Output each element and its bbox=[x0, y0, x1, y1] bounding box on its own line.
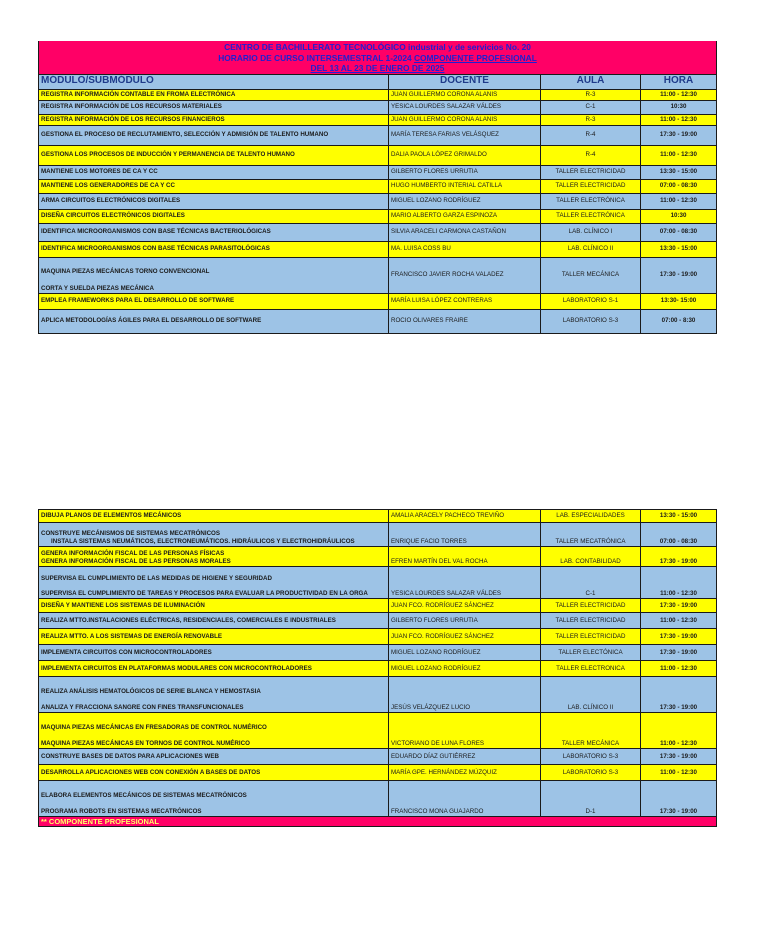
classroom-cell: LAB. CONTABILIDAD bbox=[541, 547, 641, 567]
table-row bbox=[39, 114, 717, 125]
module-cell bbox=[39, 547, 389, 567]
time-cell: 17:30 - 19:00 bbox=[641, 125, 717, 145]
classroom-cell: TALLER MECATRÓNICA bbox=[541, 523, 641, 547]
teacher-cell: JUAN FCO. RODRÍGUEZ SÁNCHEZ bbox=[389, 599, 541, 613]
time-cell: 07:00 - 08:30 bbox=[641, 523, 717, 547]
table-row bbox=[39, 179, 717, 193]
module-cell bbox=[39, 223, 389, 241]
classroom-cell: TALLER ELECTRICIDAD bbox=[541, 599, 641, 613]
time-cell: 11:00 - 12:30 bbox=[641, 567, 717, 599]
table-row bbox=[39, 613, 717, 629]
table-row bbox=[39, 765, 717, 781]
classroom-cell: TALLER ELECTRICIDAD bbox=[541, 179, 641, 193]
teacher-cell: JUAN GUILLERMO CORONA ALANIS bbox=[389, 114, 541, 125]
table-row bbox=[39, 193, 717, 209]
module-name: ANALIZA Y FRACCIONA SANGRE CON FINES TRANSFUNCIONALES bbox=[41, 704, 244, 712]
table-row bbox=[39, 257, 717, 293]
table-row bbox=[39, 661, 717, 677]
teacher-cell: FRANCISCO MONA GUAJARDO bbox=[389, 781, 541, 817]
title-line-2-underlined: COMPONENTE PROFESIONAL bbox=[413, 52, 537, 63]
table-row bbox=[39, 713, 717, 749]
table-row bbox=[39, 547, 717, 567]
module-cell bbox=[39, 713, 389, 749]
module-name: INSTALA SISTEMAS NEUMÁTICOS, ELECTRONEUMÁTICOS. HIDRÁULICOS Y ELECTROHIDRÁULICOS bbox=[51, 538, 355, 546]
classroom-cell: R-3 bbox=[541, 114, 641, 125]
teacher-cell: ROCIO OLIVARES FRAIRE bbox=[389, 309, 541, 333]
classroom-cell: R-4 bbox=[541, 145, 641, 165]
table-row bbox=[39, 677, 717, 713]
time-cell: 11:00 - 12:30 bbox=[641, 613, 717, 629]
module-cell bbox=[39, 599, 389, 613]
module-name: MAQUINA PIEZAS MECÁNICAS EN FRESADORAS DE CONTROL NUMÉRICO bbox=[41, 723, 267, 731]
classroom-cell: R-3 bbox=[541, 89, 641, 100]
subtitle-row bbox=[39, 53, 717, 64]
time-cell: 11:00 - 12:30 bbox=[641, 193, 717, 209]
classroom-cell: TALLER MECÁNICA bbox=[541, 713, 641, 749]
module-cell bbox=[39, 629, 389, 645]
time-cell: 17:30 - 19:00 bbox=[641, 781, 717, 817]
module-name: REGISTRA INFORMACIÓN DE LOS RECURSOS MATERIALES bbox=[41, 103, 222, 111]
module-cell bbox=[39, 510, 389, 523]
module-name: MAQUINA PIEZAS MECÁNICAS EN TORNOS DE CONTROL NUMÉRICO bbox=[41, 740, 250, 748]
classroom-cell: LABORATORIO S-3 bbox=[541, 309, 641, 333]
time-cell: 17:30 - 19:00 bbox=[641, 645, 717, 661]
module-name: IMPLEMENTA CIRCUITOS CON MICROCONTROLADORES bbox=[41, 648, 212, 656]
module-cell bbox=[39, 677, 389, 713]
teacher-cell: MIGUEL LOZANO RODRÍGUEZ bbox=[389, 661, 541, 677]
teacher-cell: JUAN GUILLERMO CORONA ALANIS bbox=[389, 89, 541, 100]
classroom-cell: TALLER ELECTRICIDAD bbox=[541, 629, 641, 645]
column-header-modulo: MÓDULO/SUBMÓDULO bbox=[39, 74, 389, 89]
module-name: REALIZA MTTO. A LOS SISTEMAS DE ENERGÍA RENOVABLE bbox=[41, 632, 223, 640]
classroom-cell: LAB. CLÍNICO II bbox=[541, 241, 641, 257]
time-cell: 11:00 - 12:30 bbox=[641, 713, 717, 749]
module-cell bbox=[39, 645, 389, 661]
module-cell bbox=[39, 179, 389, 193]
module-cell bbox=[39, 125, 389, 145]
time-cell: 17:30 - 19:00 bbox=[641, 677, 717, 713]
module-name: SUPERVISA EL CUMPLIMIENTO DE LAS MEDIDAS DE HIGIENE Y SEGURIDAD bbox=[41, 574, 272, 582]
classroom-cell: TALLER MECÁNICA bbox=[541, 257, 641, 293]
classroom-cell: TALLER ELECTRÓNICA bbox=[541, 209, 641, 223]
module-cell bbox=[39, 100, 389, 114]
teacher-cell: MARÍA LUISA LÓPEZ CONTRERAS bbox=[389, 293, 541, 309]
table-row bbox=[39, 781, 717, 817]
module-cell bbox=[39, 89, 389, 100]
time-cell: 13:30 - 15:00 bbox=[641, 510, 717, 523]
table-row bbox=[39, 629, 717, 645]
classroom-cell: TALLER ELECTRONICA bbox=[541, 661, 641, 677]
teacher-cell: DALIA PAOLA LÓPEZ GRIMALDO bbox=[389, 145, 541, 165]
time-cell: 13:30- 15:00 bbox=[641, 293, 717, 309]
date-row bbox=[39, 63, 717, 74]
time-cell: 17:30 - 19:00 bbox=[641, 257, 717, 293]
teacher-cell: MARÍA TERESA FARIAS VELÁSQUEZ bbox=[389, 125, 541, 145]
module-name: GESTIONA LOS PROCESOS DE INDUCCIÓN Y PERMANENCIA DE TALENTO HUMANO bbox=[41, 151, 295, 159]
module-name: DISEÑA CIRCUITOS ELECTRÓNICOS DIGITALES bbox=[41, 212, 185, 220]
teacher-cell: MA. LUISA COSS BU bbox=[389, 241, 541, 257]
module-name: IMPLEMENTA CIRCUITOS EN PLATAFORMAS MODULARES CON MICROCONTROLADORES bbox=[41, 664, 312, 672]
module-name: CORTA Y SUELDA PIEZAS MECÁNICA bbox=[41, 284, 154, 292]
table-row bbox=[39, 523, 717, 547]
module-name: GENERA INFORMACIÓN FISCAL DE LAS PERSONAS MORALES bbox=[41, 558, 231, 566]
table-row bbox=[39, 209, 717, 223]
module-name: CONSTRUYE BASES DE DATOS PARA APLICACIONES WEB bbox=[41, 752, 219, 760]
module-name: REALIZA ANÁLISIS HEMATOLÓGICOS DE SERIE BLANCA Y HEMOSTASIA bbox=[41, 687, 261, 695]
title-line-2-text: HORARIO DE CURSO INTERSEMESTRAL 1-2024 bbox=[218, 52, 414, 63]
teacher-cell: JUAN FCO. RODRÍGUEZ SÁNCHEZ bbox=[389, 629, 541, 645]
classroom-cell: LABORATORIO S-1 bbox=[541, 293, 641, 309]
module-name: MANTIENE LOS MOTORES DE CA Y CC bbox=[41, 168, 158, 176]
table-row bbox=[39, 89, 717, 100]
column-header-docente: DOCENTE bbox=[389, 74, 541, 89]
table-row bbox=[39, 125, 717, 145]
time-cell: 17:30 - 19:00 bbox=[641, 547, 717, 567]
time-cell: 13:30 - 15:00 bbox=[641, 165, 717, 179]
teacher-cell: MARÍA GPE. HERNÁNDEZ MÚZQUIZ bbox=[389, 765, 541, 781]
module-cell bbox=[39, 241, 389, 257]
classroom-cell: LAB. CLÍNICO I bbox=[541, 223, 641, 241]
time-cell: 13:30 - 15:00 bbox=[641, 241, 717, 257]
title-line-1: CENTRO DE BACHILLERATO TECNOLÓGICO industrial y de servicios No. 20 bbox=[39, 41, 717, 53]
teacher-cell: MARIO ALBERTO GARZA ESPINOZA bbox=[389, 209, 541, 223]
module-name: MANTIENE LOS GENERADORES DE CA Y CC bbox=[41, 182, 175, 190]
title-line-2 bbox=[39, 53, 717, 64]
teacher-cell: ENRIQUE FACIO TORRES bbox=[389, 523, 541, 547]
time-cell: 11:00 - 12:30 bbox=[641, 89, 717, 100]
teacher-cell: VICTORIANO DE LUNA FLORES bbox=[389, 713, 541, 749]
time-cell: 11:00 - 12:30 bbox=[641, 145, 717, 165]
table-row bbox=[39, 567, 717, 599]
teacher-cell: SILVIA ARACELI CARMONA CASTAÑON bbox=[389, 223, 541, 241]
teacher-cell: YESICA LOURDES SALAZAR VÁLDES bbox=[389, 100, 541, 114]
footer-note: ** COMPONENTE PROFESIONAL bbox=[39, 817, 717, 827]
title-row bbox=[39, 41, 717, 53]
module-cell bbox=[39, 145, 389, 165]
column-header-hora: HORA bbox=[641, 74, 717, 89]
time-cell: 17:30 - 19:00 bbox=[641, 599, 717, 613]
module-name: REGISTRA INFORMACIÓN CONTABLE EN FROMA ELECTRÓNICA bbox=[41, 90, 236, 98]
module-cell bbox=[39, 114, 389, 125]
module-cell bbox=[39, 523, 389, 547]
schedule-table-bottom bbox=[38, 509, 717, 827]
classroom-cell: LABORATORIO S-3 bbox=[541, 749, 641, 765]
module-name: PROGRAMA ROBOTS EN SISTEMAS MECATRÓNICOS bbox=[41, 808, 202, 816]
module-name: SUPERVISA EL CUMPLIMIENTO DE TAREAS Y PROCESOS PARA EVALUAR LA PRODUCTIVIDAD EN LA ORGA bbox=[41, 590, 368, 598]
time-cell: 17:30 - 19:00 bbox=[641, 749, 717, 765]
time-cell: 10:30 bbox=[641, 209, 717, 223]
classroom-cell: C-1 bbox=[541, 567, 641, 599]
module-cell bbox=[39, 765, 389, 781]
classroom-cell: TALLER ELECTÓNICA bbox=[541, 645, 641, 661]
module-cell bbox=[39, 257, 389, 293]
table-row bbox=[39, 309, 717, 333]
module-cell bbox=[39, 613, 389, 629]
table-row bbox=[39, 510, 717, 523]
classroom-cell: R-4 bbox=[541, 125, 641, 145]
classroom-cell: C-1 bbox=[541, 100, 641, 114]
classroom-cell: LABORATORIO S-3 bbox=[541, 765, 641, 781]
table-row bbox=[39, 241, 717, 257]
time-cell: 07:00 - 8:30 bbox=[641, 309, 717, 333]
classroom-cell: TALLER ELECTRÓNICA bbox=[541, 193, 641, 209]
time-cell: 11:00 - 12:30 bbox=[641, 765, 717, 781]
teacher-cell: GILBERTO FLORES URRUTIA bbox=[389, 613, 541, 629]
table-row bbox=[39, 599, 717, 613]
teacher-cell: HUGO HUMBERTO INTERIAL CATILLA bbox=[389, 179, 541, 193]
module-cell bbox=[39, 567, 389, 599]
title-line-3: DEL 13 AL 23 DE ENERO DE 2025 bbox=[39, 63, 717, 74]
module-name: EMPLEA FRAMEWORKS PARA EL DESARROLLO DE SOFTWARE bbox=[41, 297, 235, 305]
classroom-cell: TALLER ELECTRICIDAD bbox=[541, 613, 641, 629]
teacher-cell: GILBERTO FLORES URRUTIA bbox=[389, 165, 541, 179]
module-cell bbox=[39, 293, 389, 309]
teacher-cell: AMALIA ARACELY PACHECO TREVIÑO bbox=[389, 510, 541, 523]
module-cell bbox=[39, 165, 389, 179]
classroom-cell: D-1 bbox=[541, 781, 641, 817]
time-cell: 11:00 - 12:30 bbox=[641, 114, 717, 125]
teacher-cell: MIGUEL LOZANO RODRÍGUEZ bbox=[389, 193, 541, 209]
teacher-cell: FRANCISCO JAVIER ROCHA VALADEZ bbox=[389, 257, 541, 293]
module-cell bbox=[39, 661, 389, 677]
teacher-cell: JESÚS VELÁZQUEZ LUCIO bbox=[389, 677, 541, 713]
time-cell: 07:00 - 08:30 bbox=[641, 223, 717, 241]
module-name: REGISTRA INFORMACIÓN DE LOS RECURSOS FINANCIEROS bbox=[41, 115, 225, 123]
module-cell bbox=[39, 749, 389, 765]
classroom-cell: TALLER ELECTRICIDAD bbox=[541, 165, 641, 179]
time-cell: 17:30 - 19:00 bbox=[641, 629, 717, 645]
module-name: IDENTIFICA MICROORGANISMOS CON BASE TÉCNICAS PARASITOLÓGICAS bbox=[41, 245, 270, 253]
table-row bbox=[39, 749, 717, 765]
module-name: DIBUJA PLANOS DE ELEMENTOS MECÁNICOS bbox=[41, 512, 182, 520]
module-name: CONSTRUYE MECÁNISMOS DE SISTEMAS MECATRÓNICOS bbox=[41, 529, 220, 537]
module-name: ELABORA ELEMENTOS MECÁNICOS DE SISTEMAS MECATRÓNICOS bbox=[41, 791, 247, 799]
module-name: APLICA METODOLOGÍAS ÁGILES PARA EL DESARROLLO DE SOFTWARE bbox=[41, 317, 262, 325]
teacher-cell: EFREN MARTÍN DEL VAL ROCHA bbox=[389, 547, 541, 567]
module-name: REALIZA MTTO.INSTALACIONES ELÉCTRICAS, RESIDENCIALES, COMERCIALES E INDUSTRIALES bbox=[41, 616, 336, 624]
footer-row bbox=[39, 817, 717, 827]
module-name: GESTIONA EL PROCESO DE RECLUTAMIENTO, SELECCIÓN Y ADMISIÓN DE TALENTO HUMANO bbox=[41, 131, 329, 139]
time-cell: 11:00 - 12:30 bbox=[641, 661, 717, 677]
module-name: DESARROLLA APLICACIONES WEB CON CONEXIÓN A BASES DE DATOS bbox=[41, 768, 261, 776]
module-cell bbox=[39, 193, 389, 209]
teacher-cell: EDUARDO DÍAZ GUTIÉRREZ bbox=[389, 749, 541, 765]
table-row bbox=[39, 165, 717, 179]
classroom-cell: LAB. ESPECIALIDADES bbox=[541, 510, 641, 523]
column-header-aula: AULA bbox=[541, 74, 641, 89]
module-name: IDENTIFICA MICROORGANISMOS CON BASE TÉCNICAS BACTERIOLÓGICAS bbox=[41, 228, 271, 236]
time-cell: 07:00 - 08:30 bbox=[641, 179, 717, 193]
module-name: DISEÑA Y MANTIENE LOS SISTEMAS DE ILUMINACIÓN bbox=[41, 601, 205, 609]
module-name: MAQUINA PIEZAS MECÁNICAS TORNO CONVENCIONAL bbox=[41, 268, 210, 275]
module-cell bbox=[39, 781, 389, 817]
teacher-cell: YESICA LOURDES SALAZAR VÁLDES bbox=[389, 567, 541, 599]
table-row bbox=[39, 645, 717, 661]
teacher-cell: MIGUEL LOZANO RODRÍGUEZ bbox=[389, 645, 541, 661]
table-row bbox=[39, 100, 717, 114]
module-name: GENERA INFORMACIÓN FISCAL DE LAS PERSONAS FÍSICAS bbox=[41, 549, 225, 557]
module-cell bbox=[39, 209, 389, 223]
table-row bbox=[39, 145, 717, 165]
module-cell bbox=[39, 309, 389, 333]
classroom-cell: LAB. CLÍNICO II bbox=[541, 677, 641, 713]
table-row bbox=[39, 293, 717, 309]
module-name: ARMA CIRCUITOS ELECTRÓNICOS DIGITALES bbox=[41, 197, 181, 205]
column-header-row bbox=[39, 74, 717, 89]
time-cell: 10:30 bbox=[641, 100, 717, 114]
schedule-table-top bbox=[38, 41, 717, 334]
table-row bbox=[39, 223, 717, 241]
